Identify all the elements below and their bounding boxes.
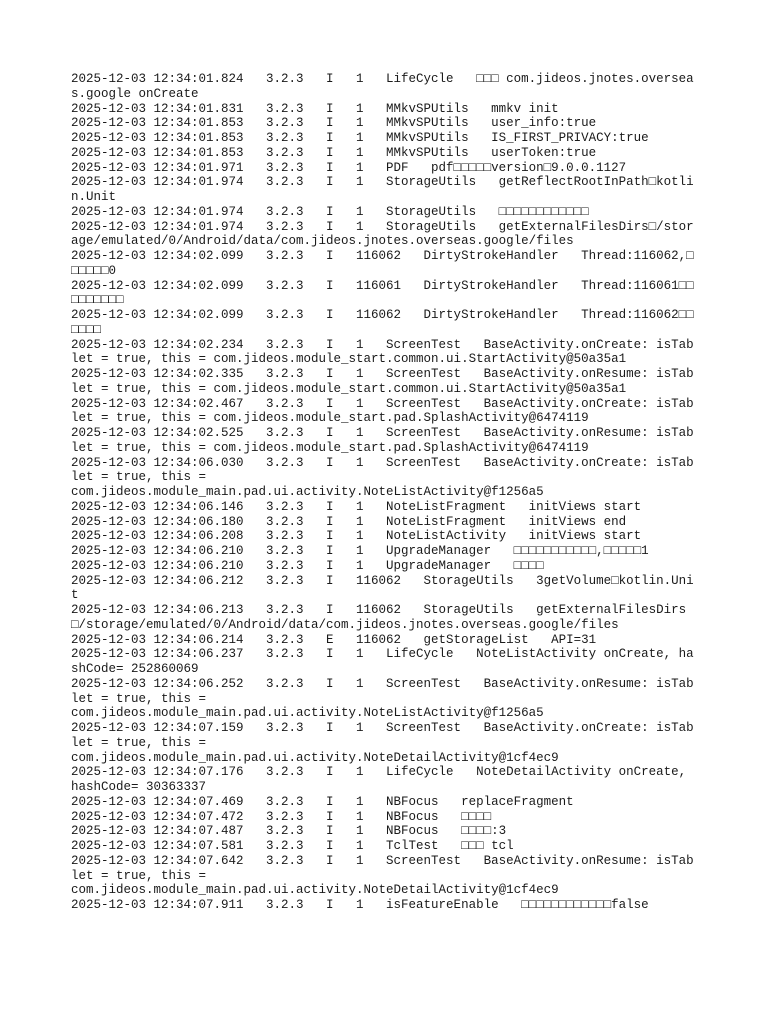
log-line: 2025-12-03 12:34:06.210 3.2.3 I 1 UpgradeManager □□□□ [71, 558, 544, 573]
log-line: 2025-12-03 12:34:01.971 3.2.3 I 1 PDF pdf□□□□□version□9.0.0.1127 [71, 160, 627, 175]
log-line: 2025-12-03 12:34:07.642 3.2.3 I 1 ScreenTest BaseActivity.onResume: isTablet = true, this = com.jideos.module_main.pad.ui.activity.NoteDetailActivity@1cf4ec9 [71, 853, 694, 898]
log-line: 2025-12-03 12:34:01.853 3.2.3 I 1 MMkvSPUtils IS_FIRST_PRIVACY:true [71, 131, 649, 145]
log-line: 2025-12-03 12:34:02.234 3.2.3 I 1 ScreenTest BaseActivity.onCreate: isTablet = true, this = com.jideos.module_start.common.ui.StartActivity@50a35a1 [71, 337, 694, 367]
log-line: 2025-12-03 12:34:02.099 3.2.3 I 116062 DirtyStrokeHandler Thread:116062,□□□□□□0 [71, 249, 694, 278]
log-line: 2025-12-03 12:34:07.911 3.2.3 I 1 isFeatureEnable □□□□□□□□□□□□false [71, 898, 649, 912]
log-line: 2025-12-03 12:34:07.487 3.2.3 I 1 NBFocus □□□□:3 [71, 824, 507, 839]
log-line: 2025-12-03 12:34:07.176 3.2.3 I 1 LifeCycle NoteDetailActivity onCreate, hashCode= 30363337 [71, 765, 694, 794]
log-line: 2025-12-03 12:34:06.252 3.2.3 I 1 ScreenTest BaseActivity.onResume: isTablet = true, this = com.jideos.module_main.pad.ui.activity.NoteListActivity@f1256a5 [71, 676, 694, 721]
log-line: 2025-12-03 12:34:02.467 3.2.3 I 1 ScreenTest BaseActivity.onCreate: isTablet = true, this = com.jideos.module_start.pad.SplashActivity@6474119 [71, 396, 694, 426]
log-line: 2025-12-03 12:34:07.581 3.2.3 I 1 TclTest □□□ tcl [71, 839, 514, 853]
log-line: 2025-12-03 12:34:02.099 3.2.3 I 116062 DirtyStrokeHandler Thread:116062□□□□□□ [71, 308, 694, 337]
log-line: 2025-12-03 12:34:06.212 3.2.3 I 116062 StorageUtils 3getVolume□kotlin.Unit [71, 573, 694, 603]
log-line: 2025-12-03 12:34:06.030 3.2.3 I 1 ScreenTest BaseActivity.onCreate: isTablet = true, this = com.jideos.module_main.pad.ui.activity.NoteListActivity@f1256a5 [71, 455, 694, 499]
log-line: 2025-12-03 12:34:01.974 3.2.3 I 1 StorageUtils □□□□□□□□□□□□ [71, 204, 589, 219]
log-line: 2025-12-03 12:34:07.159 3.2.3 I 1 ScreenTest BaseActivity.onCreate: isTablet = true, this = com.jideos.module_main.pad.ui.activity.NoteDetailActivity@1cf4ec9 [71, 721, 694, 765]
log-line: 2025-12-03 12:34:06.210 3.2.3 I 1 UpgradeManager □□□□□□□□□□□,□□□□□1 [71, 544, 649, 558]
log-line: 2025-12-03 12:34:01.974 3.2.3 I 1 StorageUtils getExternalFilesDirs□/storage/emulated/0/Android/data/com.jideos.jnotes.overseas.google/files [71, 219, 694, 249]
log-line: 2025-12-03 12:34:02.335 3.2.3 I 1 ScreenTest BaseActivity.onResume: isTablet = true, this = com.jideos.module_start.common.ui.StartActivity@50a35a1 [71, 367, 694, 396]
log-line: 2025-12-03 12:34:02.099 3.2.3 I 116061 DirtyStrokeHandler Thread:116061□□□□□□□□□ [71, 278, 694, 308]
log-line: 2025-12-03 12:34:06.213 3.2.3 I 116062 StorageUtils getExternalFilesDirs□/storage/emulated/0/Android/data/com.jideos.jnotes.overseas.google/files [71, 603, 687, 632]
log-line: 2025-12-03 12:34:01.853 3.2.3 I 1 MMkvSPUtils userToken:true [71, 145, 597, 160]
log-line: 2025-12-03 12:34:01.824 3.2.3 I 1 LifeCycle □□□ com.jideos.jnotes.overseas.google onCreate [71, 72, 694, 101]
log-line: 2025-12-03 12:34:06.237 3.2.3 I 1 LifeCycle NoteListActivity onCreate, hashCode= 252860069 [71, 647, 694, 676]
log-line: 2025-12-03 12:34:07.469 3.2.3 I 1 NBFocus replaceFragment [71, 794, 574, 809]
log-line: 2025-12-03 12:34:06.146 3.2.3 I 1 NoteListFragment initViews start [71, 499, 642, 514]
log-view [71, 72, 701, 913]
log-line: 2025-12-03 12:34:07.472 3.2.3 I 1 NBFocus □□□□ [71, 809, 492, 824]
log-line: 2025-12-03 12:34:02.525 3.2.3 I 1 ScreenTest BaseActivity.onResume: isTablet = true, this = com.jideos.module_start.pad.SplashActivity@6474119 [71, 426, 694, 455]
log-line: 2025-12-03 12:34:01.853 3.2.3 I 1 MMkvSPUtils user_info:true [71, 116, 597, 131]
log-line: 2025-12-03 12:34:01.974 3.2.3 I 1 StorageUtils getReflectRootInPath□kotlin.Unit [71, 175, 694, 204]
log-line: 2025-12-03 12:34:06.208 3.2.3 I 1 NoteListActivity initViews start [71, 529, 642, 544]
log-line: 2025-12-03 12:34:06.214 3.2.3 E 116062 getStorageList API=31 [71, 632, 597, 647]
log-line: 2025-12-03 12:34:06.180 3.2.3 I 1 NoteListFragment initViews end [71, 514, 627, 529]
log-line: 2025-12-03 12:34:01.831 3.2.3 I 1 MMkvSPUtils mmkv init [71, 101, 559, 116]
